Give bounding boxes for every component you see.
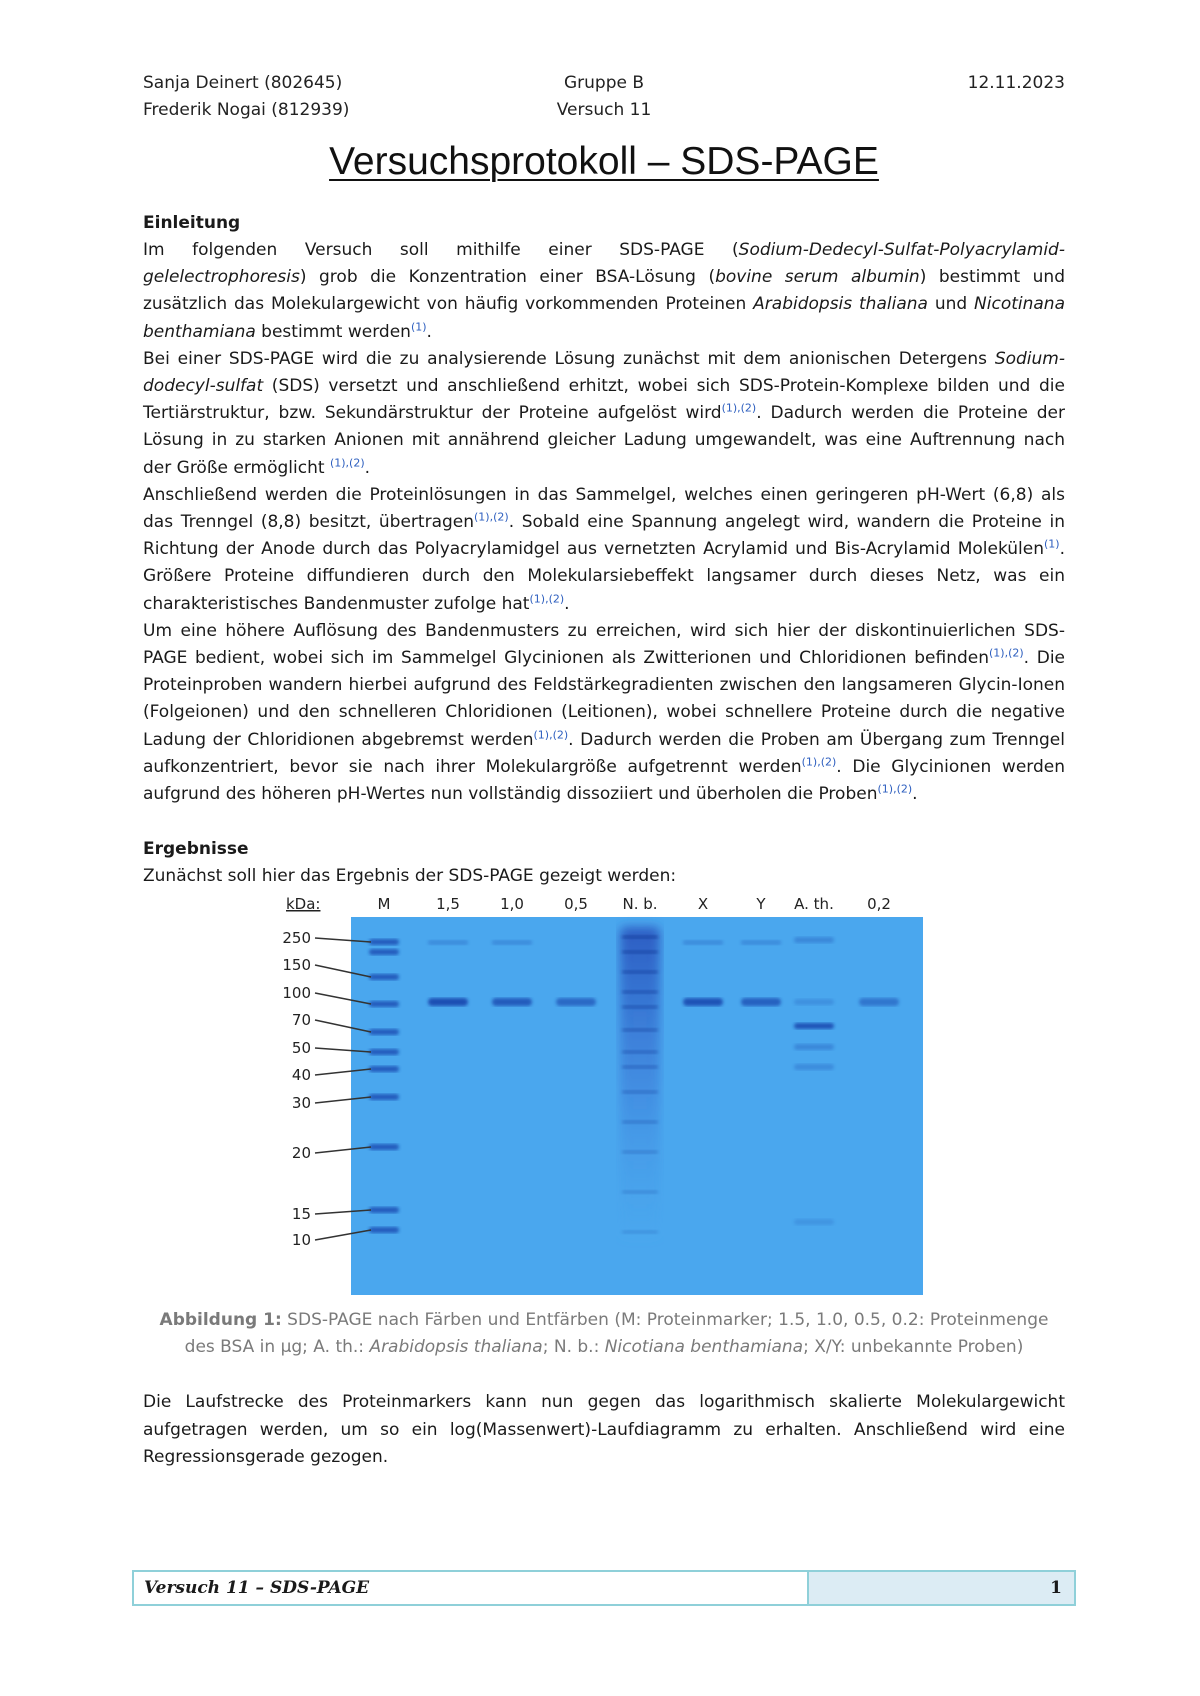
marker-label: 30	[291, 1094, 311, 1113]
smear-band	[622, 950, 658, 954]
ladder-band	[369, 974, 399, 980]
protein-band	[859, 998, 899, 1006]
athaliana-band	[794, 1219, 834, 1225]
faint-band	[683, 940, 723, 945]
smear-band	[622, 1190, 658, 1194]
intro-heading: Einleitung	[143, 213, 241, 233]
reference: (1),(2)	[801, 755, 837, 769]
reference: (1)	[1044, 537, 1060, 551]
lane-label: N. b.	[622, 895, 658, 914]
ladder-band	[369, 1207, 399, 1213]
lane-label: 0,5	[564, 895, 588, 914]
lane-label: Y	[756, 895, 766, 914]
athaliana-band	[794, 937, 834, 943]
intro-paragraph-4: Um eine höhere Auflösung des Bandenmusters zu erreichen, wird sich hier der diskontinuierlichen SDS-PAGE bedient, wobei sich im Sammelgel Glycinionen als Zwitterionen und Chloridionen befinden$^{(1),(2)}$. Die Proteinproben wandern hierbei aufgrund des Feldstärkegradienten zwischen den langsameren Glycin-Ionen (Folgeionen) und den schnelleren Chloridionen (Leitionen), wobei schnellere Proteine durch die negative Ladung der Chloridionen abgebremst werden$^{(1),(2)}$. Dadurch werden die Proben am Übergang zum Trenngel aufkonzentriert, bevor sie nach ihrer Molekulargröße aufgetrennt werden$^{(1),(2)}$. Die Glycinionen werden aufgrund des höheren pH-Wertes nun vollständig dissoziiert und überholen die Proben$^{(1),(2)}$.	[143, 620, 1065, 805]
faint-band	[492, 940, 532, 945]
ladder-band	[369, 939, 399, 945]
results-heading: Ergebnisse	[143, 839, 249, 860]
faint-band	[428, 940, 468, 945]
ladder-band	[369, 1001, 399, 1007]
reference: (1),(2)	[877, 782, 913, 796]
protein-band	[741, 998, 781, 1006]
kda-label: kDa:	[286, 895, 321, 914]
header-row-2	[143, 97, 1065, 124]
marker-label: 100	[282, 984, 311, 1003]
page-title: Versuchsprotokoll – SDS-PAGE	[329, 140, 879, 183]
marker-label: 250	[282, 929, 311, 948]
author-2: Frederik Nogai (812939)	[143, 100, 350, 120]
marker-label: 15	[291, 1205, 311, 1224]
page-number: 1	[809, 1572, 1074, 1604]
faint-band	[741, 940, 781, 945]
lane-label: M	[377, 895, 391, 914]
reference: (1),(2)	[474, 510, 509, 524]
smear-band	[622, 1090, 658, 1094]
intro-paragraph-2: Bei einer SDS-PAGE wird die zu analysierende Lösung zunächst mit dem anionischen Detergens Sodium-dodecyl-sulfat (SDS) versetzt und anschließend erhitzt, wobei sich SDS-Protein-Komplexe bilden und die Tertiärstruktur, bzw. Sekundärstruktur der Proteine aufgelöst wird$^{(1),(2)}$. Dadurch werden die Proteine der Lösung in zu starken Anionen mit annährend gleicher Ladung umgewandelt, was eine Auftrennung nach der Größe ermöglicht $^{(1),(2)}$.	[143, 348, 1065, 478]
marker-label: 40	[291, 1066, 311, 1085]
protein-band	[683, 998, 723, 1006]
reference: (1),(2)	[533, 728, 569, 741]
lane-label: 1,5	[436, 895, 460, 914]
lane-label: X	[697, 895, 709, 914]
reference: (1),(2)	[329, 455, 365, 469]
protein-band	[428, 998, 468, 1006]
smear-band	[622, 1150, 658, 1154]
figure-caption: Abbildung 1: SDS-PAGE nach Färben und Entfärben (M: Proteinmarker; 1.5, 1.0, 0.5, 0.2: Proteinmenge des BSA in µg; A. th.: Arabidopsis thaliana; N. b.: Nicotiana benthamiana; X/Y: unbekannte Proben)	[159, 1310, 1049, 1358]
footer-label: Versuch 11 – SDS-PAGE	[134, 1572, 809, 1604]
page-content	[143, 70, 1065, 1471]
intro-paragraph-3: Anschließend werden die Proteinlösungen in das Sammelgel, welches einen geringeren pH-Wert (6,8) als das Trenngel (8,8) besitzt, übertragen$^{(1),(2)}$. Sobald eine Spannung angelegt wird, wandern die Proteine in Richtung der Anode durch das Polyacrylamidgel aus vernetzten Acrylamid und Bis-Acrylamid Molekülen$^{(1)}$. Größere Proteine diffundieren durch den Molekularsiebeffekt langsamer durch dieses Netz, was ein charakteristisches Bandenmuster zufolge hat$^{(1),(2)}$.	[143, 484, 1065, 614]
reference: (1),(2)	[989, 646, 1024, 660]
protein-band	[492, 998, 532, 1006]
reference: (1),(2)	[721, 401, 757, 415]
intro-paragraph-1: Im folgenden Versuch soll mithilfe einer SDS-PAGE (Sodium-Dedecyl-Sulfat-Polyacrylamid-gelelectrophoresis) grob die Konzentration einer BSA-Lösung (bovine serum albumin) bestimmt und zusätzlich das Molekulargewicht von häufig vorkommenden Proteinen Arabidopsis thaliana und Nicotinana benthamiana bestimmt werden$^{(1)}$.	[143, 240, 1065, 342]
ladder-band	[369, 1066, 399, 1072]
marker-label: 10	[291, 1231, 311, 1250]
date: 12.11.2023	[967, 73, 1065, 93]
smear-band	[622, 935, 658, 939]
smear-band	[622, 1065, 658, 1069]
smear-band	[622, 990, 658, 994]
gel-figure	[143, 892, 1065, 1305]
lane-label: 0,2	[867, 895, 891, 914]
header-row-1	[143, 70, 1065, 97]
smear-band	[622, 1050, 658, 1054]
results-lead: Zunächst soll hier das Ergebnis der SDS-PAGE gezeigt werden:	[143, 866, 677, 887]
gel-image	[143, 892, 1065, 1305]
ladder-band	[369, 1029, 399, 1035]
ladder-band	[369, 1227, 399, 1233]
protein-band	[556, 998, 596, 1006]
ladder-band	[369, 1094, 399, 1100]
ladder-band	[369, 949, 399, 955]
marker-label: 50	[291, 1039, 311, 1058]
experiment-label: Versuch 11	[556, 100, 652, 120]
marker-label: 20	[291, 1144, 311, 1163]
smear-band	[622, 1120, 658, 1124]
lane-label: 1,0	[500, 895, 524, 914]
smear-band	[622, 1005, 658, 1009]
group-label: Gruppe B	[563, 73, 645, 93]
athaliana-band	[794, 999, 834, 1005]
ladder-band	[369, 1049, 399, 1055]
reference: (1)	[410, 319, 427, 333]
page-footer	[132, 1570, 1076, 1606]
ladder-band	[369, 1144, 399, 1150]
athaliana-band	[794, 1023, 834, 1029]
athaliana-band	[794, 1044, 834, 1050]
reference: (1),(2)	[529, 591, 565, 605]
smear-band	[622, 1230, 658, 1234]
marker-label: 150	[282, 956, 311, 975]
author-1: Sanja Deinert (802645)	[143, 73, 343, 93]
marker-label: 70	[291, 1011, 311, 1030]
athaliana-band	[794, 1064, 834, 1070]
smear-band	[622, 970, 658, 974]
smear-band	[622, 1028, 658, 1032]
results-paragraph: Die Laufstrecke des Proteinmarkers kann nun gegen das logarithmisch skalierte Molekulargewicht aufgetragen werden, um so ein log(Massenwert)-Laufdiagramm zu erhalten. Anschließend wird eine Regressionsgerade gezogen.	[143, 1392, 1065, 1467]
lane-label: A. th.	[794, 895, 834, 914]
